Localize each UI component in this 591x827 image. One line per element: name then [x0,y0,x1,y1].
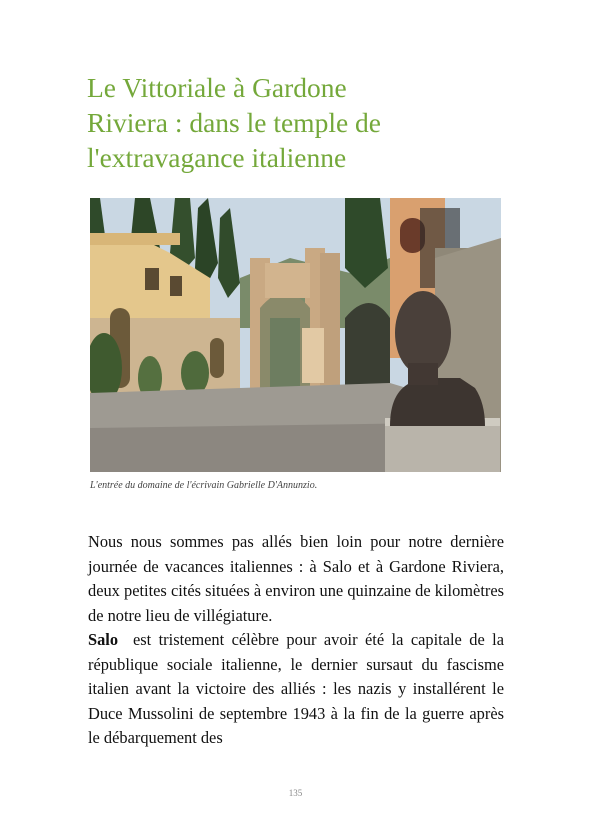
article-body [88,530,509,751]
title-line: Riviera : dans le temple de [87,107,382,138]
photo-caption: L'entrée du domaine de l'écrivain Gabrielle D'Annunzio. [90,480,318,491]
place-name-salo: Salo [88,630,119,649]
paragraph-text: est tristement célèbre pour avoir été la capitale de la république sociale italienne, le dernier sursaut du fascisme italien avant la victoire des alliés : les nazis y installérent le Duce Mussolini de septembre 1943 à la fin de la guerre après le débarquement des [88,630,509,747]
paragraph: Nous nous sommes pas allés bien loin pour notre dernière journée de vacances italiennes : à Salo et à Gardone Riviera, deux petites cités situées à environ une quinzaine de kilomètres de notre lieu de villégiature. [88,532,504,625]
vittoriale-entrance-photo [90,198,501,472]
title-line: l'extravagance italienne [87,142,347,173]
paragraph [88,628,509,751]
article-title [87,70,527,175]
page-number: 135 [288,788,303,798]
title-line: Le Vittoriale à Gardone [87,72,347,103]
